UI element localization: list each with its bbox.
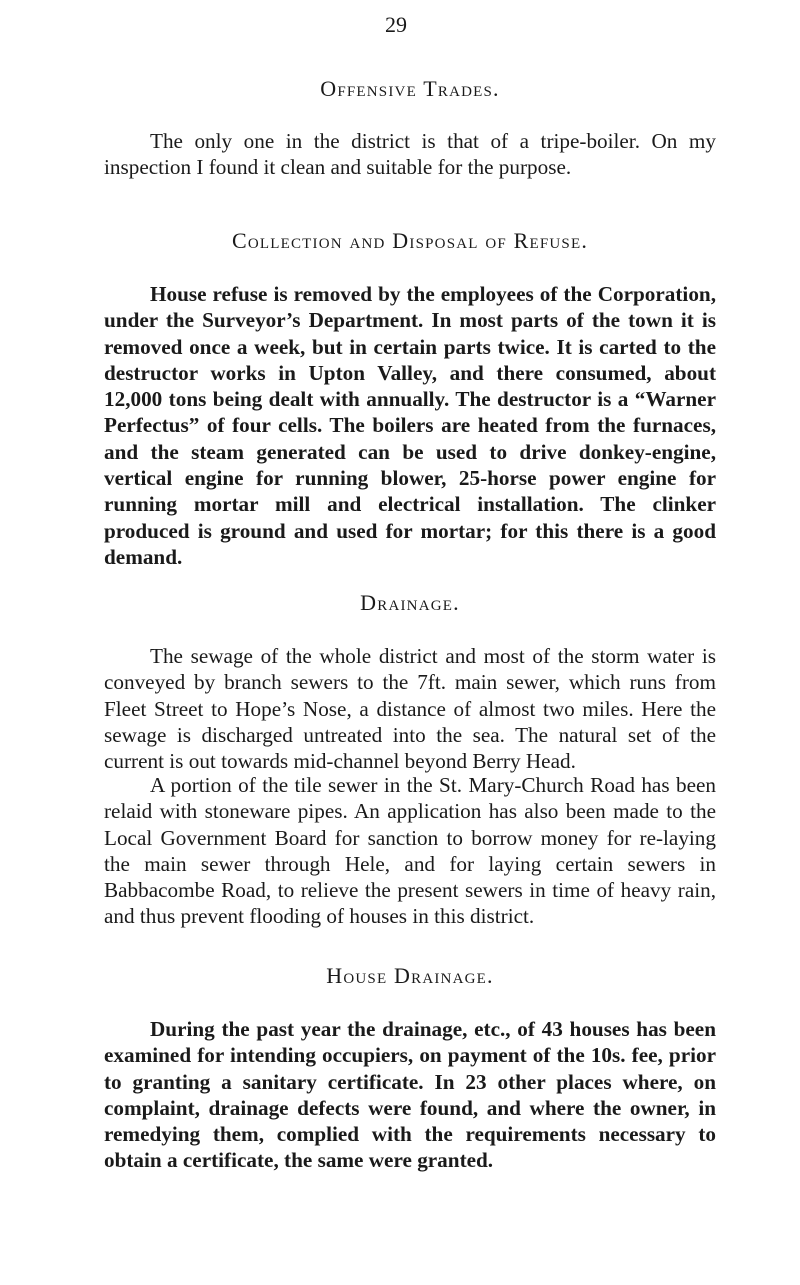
paragraph-house-drainage: During the past year the drainage, etc., of 43 houses has been examined for intending occupiers, on payment of the 10s. fee, prior to granting a sanitary certificate. In 23 other places where, on complaint, drainage defects were found, and where the owner, in remedying them, complied with the requirements necessary to obtain a certificate, the same were granted. [104, 1017, 716, 1173]
heading-house-drainage: House Drainage. [326, 963, 494, 988]
paragraph-drainage-1: The sewage of the whole district and most of the storm water is conveyed by branch sewers to the 7ft. main sewer, which runs from Fleet Street to Hope’s Nose, a distance of almost two miles. Here the sewage is discharged untreated into the sea. The natural set of the current is out towards mid-channel beyond Berry Head. [104, 644, 716, 774]
page-number: 29 [385, 12, 407, 37]
heading-offensive-trades: Offensive Trades. [320, 76, 500, 101]
heading-refuse: Collection and Disposal of Refuse. [231, 228, 589, 253]
paragraph-offensive-trades: The only one in the district is that of a tripe-boiler. On my inspection I found it clean and suitable for the purpose. [104, 129, 716, 180]
heading-drainage: Drainage. [360, 590, 460, 615]
paragraph-drainage-2: A portion of the tile sewer in the St. Mary-Church Road has been relaid with stoneware pipes. An application has also been made to the Local Government Board for sanction to borrow money for re-laying the main sewer through Hele, and for laying certain sewers in Babbacombe Road, to relieve the present sewers in time of heavy rain, and thus prevent flooding of houses in this district. [104, 773, 716, 929]
paragraph-refuse: House refuse is removed by the employees of the Corporation, under the Surveyor’s Department. In most parts of the town it is removed once a week, but in certain parts twice. It is carted to the destructor works in Upton Valley, and there consumed, about 12,000 tons being dealt with annually. The destructor is a “Warner Perfectus” of four cells. The boilers are heated from the furnaces, and the steam generated can be used to drive donkey-engine, vertical engine for running blower, 25-horse power engine for running mortar mill and electrical installation. The clinker produced is ground and used for mortar; for this there is a good demand. [104, 282, 716, 569]
